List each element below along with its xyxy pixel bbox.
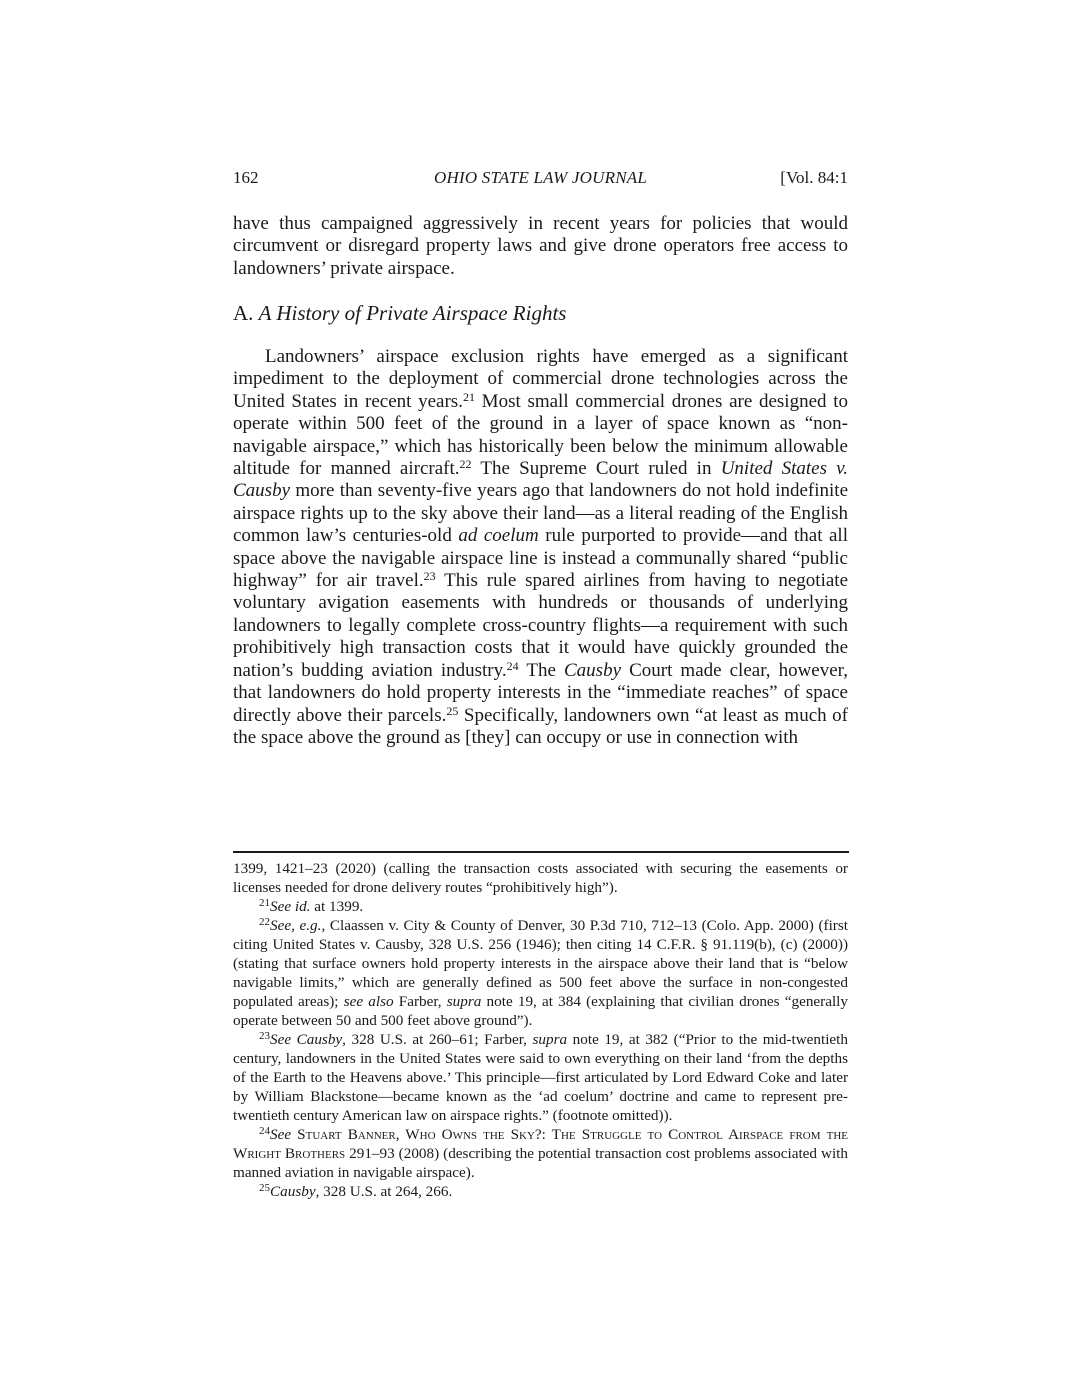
citation-text: , Claassen v. City & County of Denver, 30 P.3d 710, 712–13 (Colo. App. 2000) (first citing United States v. Causby, 328 U.S. 256 (1946); then citing 14 C.F.R. § 91.119(b), (c) (2000)) (stating that surface owners hold property interests in the airspace above their land that is “below navigable limits,” which are generally defined as 500 feet above the surface in non-congested populated areas); bbox=[233, 917, 848, 1010]
footnote-continuation: 1399, 1421–23 (2020) (calling the transaction costs associated with securing the easements or licenses needed for drone delivery routes “prohibitively high”). bbox=[233, 860, 848, 896]
section-title: A History of Private Airspace Rights bbox=[258, 301, 567, 325]
running-header bbox=[233, 168, 848, 192]
footnote-22 bbox=[233, 916, 848, 1030]
book-title: Stuart Banner, Who Owns the Sky?: The Struggle to Control Airspace from the Wright Brothers bbox=[233, 1126, 848, 1162]
case-name: Causby bbox=[270, 1183, 316, 1200]
footnote-number: 23 bbox=[259, 1030, 270, 1042]
journal-title: OHIO STATE LAW JOURNAL bbox=[434, 168, 647, 187]
sentence: Court made clear, however, that landowners do hold property interests in the “immediate reaches” of space directly above their parcels. bbox=[233, 659, 848, 726]
sentence: more than seventy-five years ago that landowners do not hold indefinite airspace rights up to the sky above their land—as a literal reading of the English common law’s centuries-old bbox=[233, 480, 848, 547]
citation-text: note 19, at 384 (explaining that civilian drones “generally operate between 50 and 500 feet above ground”). bbox=[233, 993, 848, 1029]
footnote-25 bbox=[233, 1182, 848, 1201]
citation-text: , 328 U.S. at 260–61; Farber, bbox=[342, 1031, 533, 1048]
footnote-number: 22 bbox=[259, 916, 270, 928]
footnote-24 bbox=[233, 1125, 848, 1182]
footnote-ref-22[interactable]: 22 bbox=[459, 457, 472, 472]
sentence: The bbox=[518, 659, 564, 681]
signal: See id. bbox=[270, 898, 311, 915]
footnote-ref-21[interactable]: 21 bbox=[462, 389, 475, 404]
footnote-ref-24[interactable]: 24 bbox=[506, 658, 519, 673]
continuation-paragraph bbox=[233, 213, 848, 280]
citation-text: , 328 U.S. at 264, 266. bbox=[315, 1183, 453, 1200]
section-letter: A. bbox=[233, 301, 254, 325]
footnote-number: 25 bbox=[259, 1182, 270, 1194]
footnote-21 bbox=[233, 897, 848, 916]
signal: see also bbox=[343, 993, 394, 1010]
citation-text: at 1399. bbox=[310, 898, 364, 915]
section-heading bbox=[233, 301, 566, 326]
footnote-divider bbox=[233, 851, 849, 853]
case-name: United States v. Causby bbox=[233, 458, 848, 502]
citation-text: 291–93 (2008) (describing the potential transaction cost problems associated with manned aviation in navigable airspace). bbox=[233, 1145, 848, 1181]
footnotes bbox=[233, 859, 848, 1201]
footnote-number: 24 bbox=[259, 1125, 270, 1137]
signal: See Causby bbox=[270, 1031, 343, 1048]
footnote-number: 21 bbox=[259, 897, 270, 909]
sentence: This rule spared airlines from having to negotiate voluntary avigation easements with hundreds or thousands of underlying landowners to legally complete cross-country flights—a requirement with such prohibitively high transaction costs that it would have quickly grounded the nation’s budding aviation industry. bbox=[233, 570, 848, 681]
signal: supra bbox=[446, 993, 482, 1010]
sentence: The Supreme Court ruled in bbox=[471, 458, 721, 480]
sentence: rule purported to provide—and that all space above the navigable airspace line is instead a communally shared “public highway” for air travel. bbox=[233, 525, 848, 592]
footnote-ref-25[interactable]: 25 bbox=[446, 703, 459, 718]
citation-text: note 19, at 382 (“Prior to the mid-twentieth century, landowners in the United States were said to own everything on their land ‘from the depths of the Earth to the Heavens above.’ This principle—first articulated by Lord Edward Coke and later by William Blackstone—became known as the ‘ad coelum’ doctrine and came to represent pre-twentieth century American law on airspace rights.” (footnote omitted)). bbox=[233, 1031, 848, 1124]
citation-text: Farber, bbox=[393, 993, 447, 1010]
signal: supra bbox=[532, 1031, 568, 1048]
signal: See, e.g. bbox=[270, 917, 322, 934]
sentence: Most small commercial drones are designed to operate within 500 feet of the ground in a layer of space known as “non-navigable airspace,” which has historically been below the minimum allowable altitude for manned aircraft. bbox=[233, 390, 849, 480]
sentence: Landowners’ airspace exclusion rights have emerged as a significant impediment to the deployment of commercial drone technologies across the United States in recent years. bbox=[233, 346, 848, 412]
continuation-text: have thus campaigned aggressively in recent years for policies that would circumvent or disregard property laws and give drone operators free access to landowners’ private airspace. bbox=[233, 213, 848, 279]
footnote-23 bbox=[233, 1030, 848, 1125]
sentence: Specifically, landowners own “at least as much of the space above the ground as [they] can occupy or use in connection with bbox=[233, 704, 848, 748]
volume-label: [Vol. 84:1 bbox=[780, 168, 848, 187]
latin-term: ad coelum bbox=[458, 525, 539, 547]
main-paragraph bbox=[233, 346, 848, 749]
case-name: Causby bbox=[564, 659, 621, 681]
page-number: 162 bbox=[233, 168, 259, 187]
footnote-ref-23[interactable]: 23 bbox=[423, 569, 436, 584]
signal: See bbox=[270, 1126, 292, 1143]
